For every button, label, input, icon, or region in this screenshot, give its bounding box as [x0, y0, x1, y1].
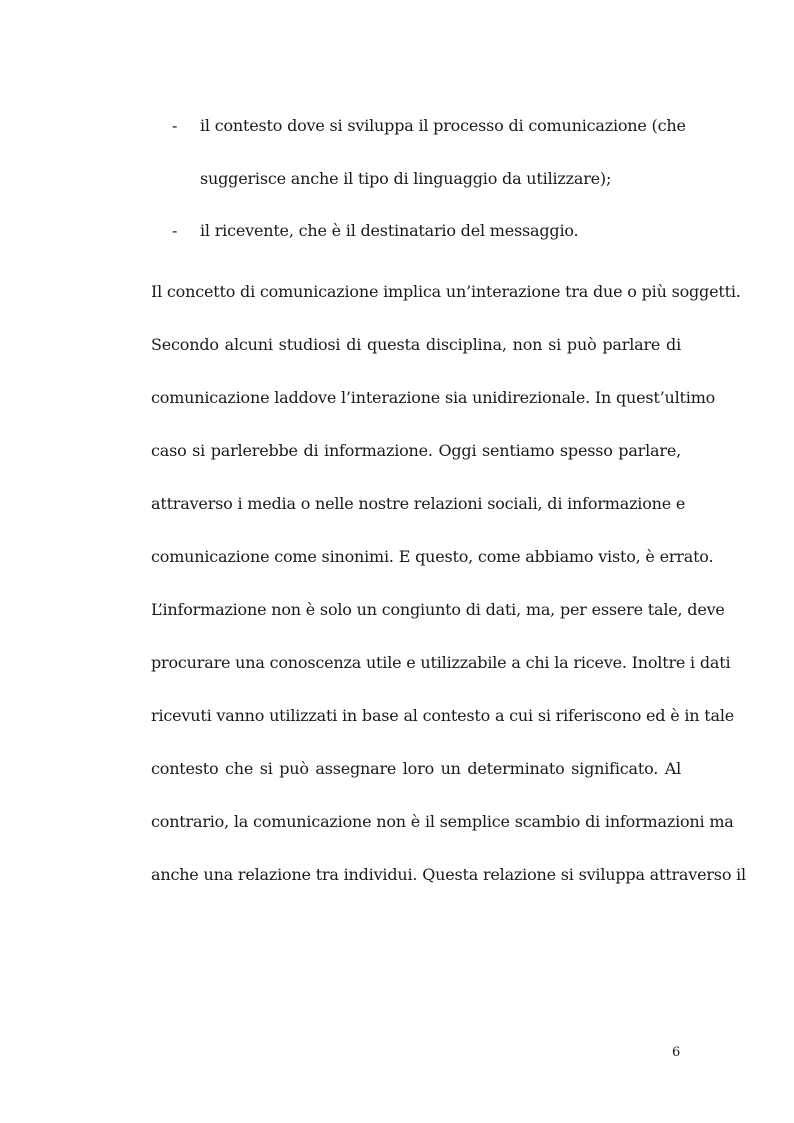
list-item-line: il contesto dove si sviluppa il processo di comunicazione (che [200, 116, 686, 135]
paragraph-line: ricevuti vanno utilizzati in base al contesto a cui si riferiscono ed è in tale [151, 706, 735, 725]
paragraph-line: comunicazione laddove l’interazione sia unidirezionale. In quest’ultimo [151, 388, 716, 407]
paragraph-line: comunicazione come sinonimi. E questo, come abbiamo visto, è errato. [151, 547, 714, 566]
paragraph-line: procurare una conoscenza utile e utilizzabile a chi la riceve. Inoltre i dati [151, 653, 731, 672]
paragraph-line: Il concetto di comunicazione implica un’interazione tra due o più soggetti. [151, 282, 741, 301]
paragraph-line: Secondo alcuni studiosi di questa disciplina, non si può parlare di [151, 335, 681, 354]
paragraph-line: L’informazione non è solo un congiunto di dati, ma, per essere tale, deve [151, 600, 725, 619]
paragraph-line: anche una relazione tra individui. Questa relazione si sviluppa attraverso il [151, 865, 746, 884]
paragraph-line: contesto che si può assegnare loro un determinato significato. Al [151, 759, 681, 778]
paragraph-line: contrario, la comunicazione non è il semplice scambio di informazioni ma [151, 812, 734, 831]
paragraph-line: caso si parlerebbe di informazione. Oggi sentiamo spesso parlare, [151, 441, 681, 460]
list-dash: - [172, 116, 178, 135]
list-dash: - [172, 221, 178, 240]
list-item-line: suggerisce anche il tipo di linguaggio da utilizzare); [200, 169, 612, 188]
paragraph-line: attraverso i media o nelle nostre relazioni sociali, di informazione e [151, 494, 686, 513]
list-item-line: il ricevente, che è il destinatario del messaggio. [200, 221, 579, 240]
page-number: 6 [672, 1045, 681, 1060]
